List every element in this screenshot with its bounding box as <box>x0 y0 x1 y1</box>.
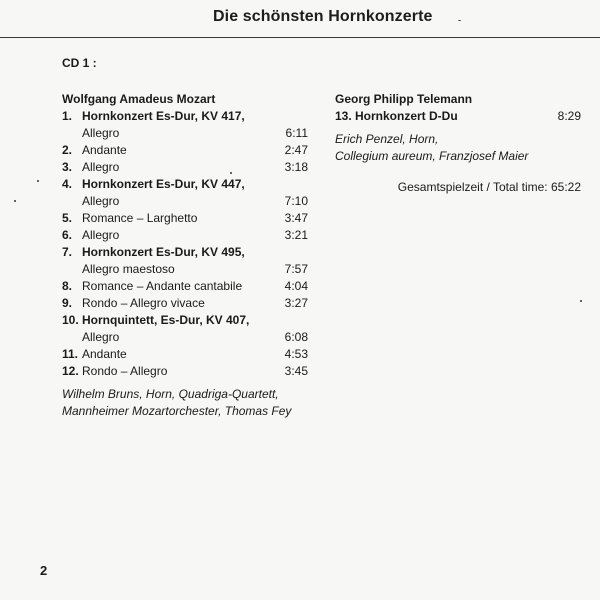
header-divider <box>0 37 600 38</box>
track-duration: 7:10 <box>284 194 308 208</box>
track-number: 6. <box>62 228 73 242</box>
track-row <box>62 295 308 312</box>
track-title: Andante <box>82 347 127 361</box>
track-title: Allegro <box>82 330 120 344</box>
track-row <box>62 176 308 193</box>
track-number: 5. <box>62 211 73 225</box>
track-title: Romance – Andante cantabile <box>82 279 243 293</box>
track-number: 10. <box>62 313 79 327</box>
track-title: Hornkonzert Es-Dur, KV 417, <box>82 109 245 123</box>
credit-line: Collegium aureum, Franzjosef Maier <box>335 149 529 163</box>
track-row <box>62 210 308 227</box>
scan-speck <box>37 180 39 182</box>
tracklist-right-column <box>335 90 581 196</box>
track-title: Hornkonzert D-Du <box>355 109 458 123</box>
credit-line: Wilhelm Bruns, Horn, Quadriga-Quartett, <box>62 387 279 401</box>
composer-name: Wolfgang Amadeus Mozart <box>62 92 216 106</box>
track-title: Rondo – Allegro vivace <box>82 296 205 310</box>
track-duration: 3:27 <box>284 296 308 310</box>
track-number: 2. <box>62 143 73 157</box>
track-duration: 3:18 <box>284 160 308 174</box>
track-row <box>335 108 581 125</box>
scan-speck <box>14 200 16 202</box>
credit-line: Erich Penzel, Horn, <box>335 132 439 146</box>
track-row <box>62 108 308 125</box>
track-duration: 6:08 <box>284 330 308 344</box>
cd-label: CD 1 : <box>62 56 97 70</box>
track-duration: 4:53 <box>284 347 308 361</box>
track-row <box>62 261 308 278</box>
track-number: 13. <box>335 109 352 123</box>
scan-speck <box>230 172 232 174</box>
tracklist-left-column <box>62 90 308 420</box>
track-number: 3. <box>62 160 73 174</box>
track-title: Allegro maestoso <box>82 262 175 276</box>
track-number: 11. <box>62 347 79 361</box>
track-row <box>62 159 308 176</box>
track-row <box>62 227 308 244</box>
track-number: 8. <box>62 279 73 293</box>
track-title: Romance – Larghetto <box>82 211 198 225</box>
track-title: Allegro <box>82 228 120 242</box>
track-number: 7. <box>62 245 73 259</box>
composer-name: Georg Philipp Telemann <box>335 92 473 106</box>
track-title: Hornquintett, Es-Dur, KV 407, <box>82 313 250 327</box>
track-duration: 7:57 <box>284 262 308 276</box>
track-title: Hornkonzert Es-Dur, KV 447, <box>82 177 245 191</box>
track-duration: 8:29 <box>557 109 581 123</box>
track-title: Allegro <box>82 160 120 174</box>
track-row <box>62 193 308 210</box>
track-title: Rondo – Allegro <box>82 364 168 378</box>
track-row <box>62 363 308 380</box>
track-title: Andante <box>82 143 127 157</box>
page-title: Die schönsten Hornkonzerte <box>213 8 433 25</box>
track-row <box>62 278 308 295</box>
track-row <box>62 125 308 142</box>
track-duration: 4:04 <box>284 279 308 293</box>
track-row <box>62 346 308 363</box>
performer-credits <box>335 131 581 165</box>
page-number: 2 <box>40 563 48 578</box>
track-title: Allegro <box>82 126 120 140</box>
track-number: 9. <box>62 296 73 310</box>
track-number: 1. <box>62 109 73 123</box>
track-title: Allegro <box>82 194 120 208</box>
track-duration: 2:47 <box>284 143 308 157</box>
scan-speck <box>580 300 582 302</box>
track-duration: 3:45 <box>284 364 308 378</box>
track-title: Hornkonzert Es-Dur, KV 495, <box>82 245 245 259</box>
track-row <box>62 312 308 329</box>
track-row <box>62 142 308 159</box>
track-row <box>62 244 308 261</box>
track-number: 4. <box>62 177 73 191</box>
track-number: 12. <box>62 364 79 378</box>
track-duration: 6:11 <box>285 126 308 140</box>
track-duration: 3:21 <box>284 228 308 242</box>
scan-speck <box>458 20 461 21</box>
credit-line: Mannheimer Mozartorchester, Thomas Fey <box>62 404 292 418</box>
track-row <box>62 329 308 346</box>
performer-credits <box>62 386 308 420</box>
total-time: Gesamtspielzeit / Total time: 65:22 <box>397 180 581 194</box>
track-list <box>335 108 581 125</box>
track-list <box>62 108 308 380</box>
track-duration: 3:47 <box>284 211 308 225</box>
